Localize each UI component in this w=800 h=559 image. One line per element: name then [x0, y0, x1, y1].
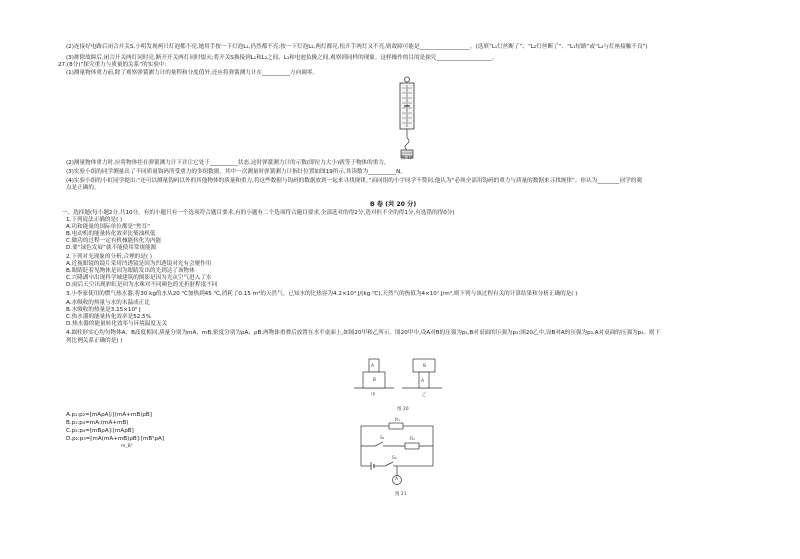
fig21-r1	[389, 423, 403, 429]
part-b-title: B 卷 (共 20 分)	[370, 201, 417, 208]
question-4-option-a: A.p₁:p₂=[mAρA]:[(mA+mB)ρB]	[66, 412, 152, 418]
part-a-line-8: 点是正确的。	[66, 185, 100, 191]
question-1: 1.下列说法正确的是( )	[66, 217, 123, 223]
part-b-instructions: 一、选择题(每小题2分,共10分。有的小题只有一个选项符合题目要求,有的小题有二个选项符合题目要求,全部选对的得2分,选对但不全的得1分,有选错的得0分)	[62, 210, 455, 216]
question-4: 4.圆柱形实心均匀物体A、B高度相同,质量分别为mA、mB,密度分别为ρA、ρB,两物体重叠后放置在水平桌面上,如图20甲和乙所示。图20甲中,设A对B的压强为p₁,B对桌面的压强为p₂;图20乙中,设B对A的压强为p₃,A对桌面的压强为p₄。则下	[66, 330, 661, 336]
fig21-label-r1: R₁	[395, 418, 400, 423]
part-a-line-5: (2)测量物体重力时,应将物体挂在弹簧测力计下并让它处于__________状态,这时弹簧测力计的示数(即拉力大小)就等于物体的重力。	[66, 160, 390, 166]
question-1-option-c: C.做功的过程一定有机械能转化为内能	[66, 238, 162, 244]
option-d-denominator: m_B²	[121, 444, 133, 449]
figure-20-stacked-cylinders	[352, 356, 444, 400]
question-1-option-a: A.功和能量的国际单位都是“焦耳”	[66, 224, 151, 230]
question-2-option-c: C.兴隆湖中出现科学城建筑的倒影是因为光从空气进入了水	[66, 275, 212, 281]
fig21-label-s1: S₁	[380, 436, 385, 441]
part-a-line-3: 27.(8分)“探究重力与质量的关系”的实验中:	[58, 62, 167, 68]
fig20-label-a-yi: A	[421, 379, 425, 384]
question-2-option-b: B.眼睛眨着见物体是因为眼睛发出的光到达了该物体	[66, 268, 195, 274]
question-1-option-b: B.电动机的能量转化效率比柴油机低	[66, 231, 156, 237]
part-a-line-1: (2)连接好电路后闭合开关S,小明发现两只灯泡都不亮,她用手按一下灯泡L₁,仍然都不亮;按一下灯泡L₂,两灯都亮,松开手两灯又不亮,则故障可能是__________________。(选填“L₁灯丝断了”、“L₂灯丝断了”、“L₁短路”或“L₂与灯座接触不良”)	[66, 44, 648, 50]
fig20-label-a-jia: A	[371, 364, 375, 369]
figure-20-caption: 图 20	[397, 407, 409, 412]
part-a-line-7: (4)实验小组的小虹同学提出:“还可以测量钩码以外的其他物体的质量和重力,将这些数据与钩码的数据放到一起来寻找规律。”而同组的小宇同学不赞同,他认为“必须全部用钩码的重力与质量的数据来寻找规律”。你认为________同学的观	[66, 178, 642, 184]
fig21-r2	[405, 443, 419, 449]
question-4-option-b: B.p₁:p₄=mA:(mA+mB)	[66, 420, 129, 426]
question-3-option-b: B.水吸收的热量是3.15×10⁵ J	[66, 307, 141, 313]
question-4-cont: 列比例关系正确的是( )	[66, 338, 123, 344]
question-3: 3.小李家使用的燃气热水器,将30 kg的水从20 ℃加热到45 ℃,消耗了0.15 m³的天然气。已知水的比热容为4.2×10³ J/(kg·℃),天然气的热值为4×10⁷ J/m³,则下列与该过程有关的计算结果和分析正确的是( )	[66, 291, 578, 297]
question-3-option-c: C.热水器的能量转化效率是52.5%	[66, 314, 151, 320]
part-a-line-4: (1)测量物体重力前,除了观察弹簧测力计的量程和分度值外,还应将弹簧测力计在__________方向调零。	[66, 70, 319, 76]
fig20-label-b-yi: B	[423, 364, 427, 369]
question-2-option-a: A.近视眼镜的镜片采用凹透镜是因为凹透镜对光有会聚作用	[66, 261, 212, 267]
question-4-option-d: D.p₂:p₃=[mA(mA+mB)ρB]:[mB²ρA]	[66, 436, 165, 442]
fig21-label-ammeter: A	[395, 477, 399, 482]
figure-21-caption: 图 21	[395, 492, 407, 497]
question-2: 2.下列对光现象的分析,合理的是( )	[66, 254, 152, 260]
question-3-option-a: A.水吸收的热量与水的末温成正比	[66, 300, 150, 306]
question-4-option-c: C.p₂:p₄=[mBρA]:[mAρB]	[66, 428, 134, 434]
figure-19-spring-scale	[392, 76, 422, 164]
fig21-label-r2: R₂	[410, 437, 415, 442]
part-a-line-6: (3)实验小组的同学测量出了不同质量钩码所受重力的多组数据。其中一次测量时弹簧测力计指针位置如图19所示,其读数为__________N。	[66, 169, 406, 175]
question-3-option-d: D.热水器的能量转化效率与环境温度无关	[66, 321, 168, 327]
fig21-label-s2: S₂	[392, 456, 397, 461]
question-1-option-d: D.要“绿色发展”就不能使用常规能源	[66, 245, 157, 251]
question-2-option-d: D.雨后天空出现彩虹是因为水珠对不同颜色的光折射程度不同	[66, 282, 218, 288]
fig20-label-yi: 乙	[422, 393, 427, 398]
part-a-line-2: (3)排除故障后,闭合开关两灯同时亮,断开开关两灯同时熄灭;将开关S换接到L₁和L₂之间、L₁和电池负极之间,观察到同样的现象。这样操作的目的是探究____________________。	[66, 55, 498, 61]
figure-19-caption: 图 19	[401, 156, 413, 161]
fig20-label-b-jia: B	[373, 378, 377, 383]
fig20-label-jia: 甲	[371, 393, 376, 398]
